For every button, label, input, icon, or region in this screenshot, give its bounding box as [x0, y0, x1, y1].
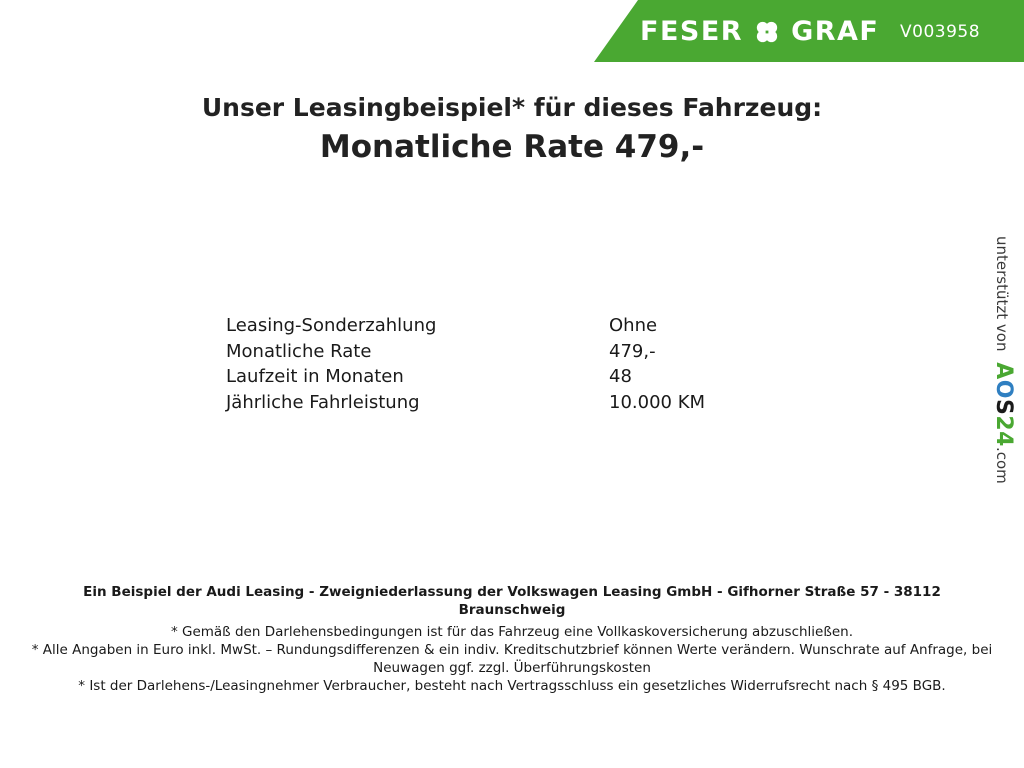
- detail-value: Ohne: [609, 315, 658, 336]
- aos24-logo-s: S: [991, 398, 1016, 416]
- aos24-logo-a: A: [991, 362, 1016, 380]
- table-row: [226, 313, 909, 339]
- vehicle-id: V003958: [900, 22, 981, 42]
- aos24-logo-dotcom: .com: [993, 446, 1011, 484]
- detail-value: 48: [609, 366, 632, 387]
- detail-label: Laufzeit in Monaten: [226, 366, 404, 387]
- leasing-example-heading: Unser Leasingbeispiel* für dieses Fahrzeug:: [201, 93, 823, 122]
- footer-line: * Alle Angaben in Euro inkl. MwSt. – Rundungsdifferenzen & ein indiv. Kreditschutzbrief können Werte verändern. Wunschrate auf Anfrage, bei Neuwagen ggf. zzgl. Überführungskosten: [31, 642, 993, 676]
- supported-by-sidebar: [988, 236, 1022, 546]
- leasing-details-table: [226, 313, 909, 415]
- sidebar-rotated-text: [991, 236, 1016, 546]
- supported-by-label: unterstützt von: [993, 236, 1011, 352]
- detail-label: Leasing-Sonderzahlung: [226, 315, 437, 336]
- detail-value: 479,-: [609, 340, 656, 362]
- table-row: [226, 390, 909, 416]
- aos24-logo-o: O: [991, 379, 1016, 399]
- footer-line: * Ist der Darlehens-/Leasingnehmer Verbraucher, besteht nach Vertragsschluss ein gesetzliches Widerrufsrecht nach § 495 BGB.: [78, 678, 946, 694]
- footer-line: Ein Beispiel der Audi Leasing - Zweigniederlassung der Volkswagen Leasing GmbH - Gifhorner Straße 57 - 38112 Braunschweig: [83, 584, 941, 618]
- detail-value: 10.000 KM: [609, 391, 706, 413]
- monthly-rate-heading: Monatliche Rate 479,-: [319, 129, 705, 165]
- table-row: [226, 339, 909, 365]
- table-row: [226, 364, 909, 390]
- detail-label: Monatliche Rate: [226, 340, 372, 362]
- detail-label: Jährliche Fahrleistung: [226, 391, 420, 413]
- brand-name-right: GRAF: [791, 16, 880, 47]
- page-header: [0, 0, 1024, 62]
- page-title: [0, 92, 1024, 168]
- aos24-logo-24: 24: [991, 415, 1016, 447]
- brand-name-left: FESER: [640, 16, 744, 47]
- legal-footer: [0, 583, 1024, 695]
- clover-icon: [753, 18, 781, 46]
- footer-line: * Gemäß den Darlehensbedingungen ist für das Fahrzeug eine Vollkaskoversicherung abzuschließen.: [170, 624, 854, 640]
- brand-logo: [640, 16, 879, 47]
- aos24-logo: [991, 362, 1016, 447]
